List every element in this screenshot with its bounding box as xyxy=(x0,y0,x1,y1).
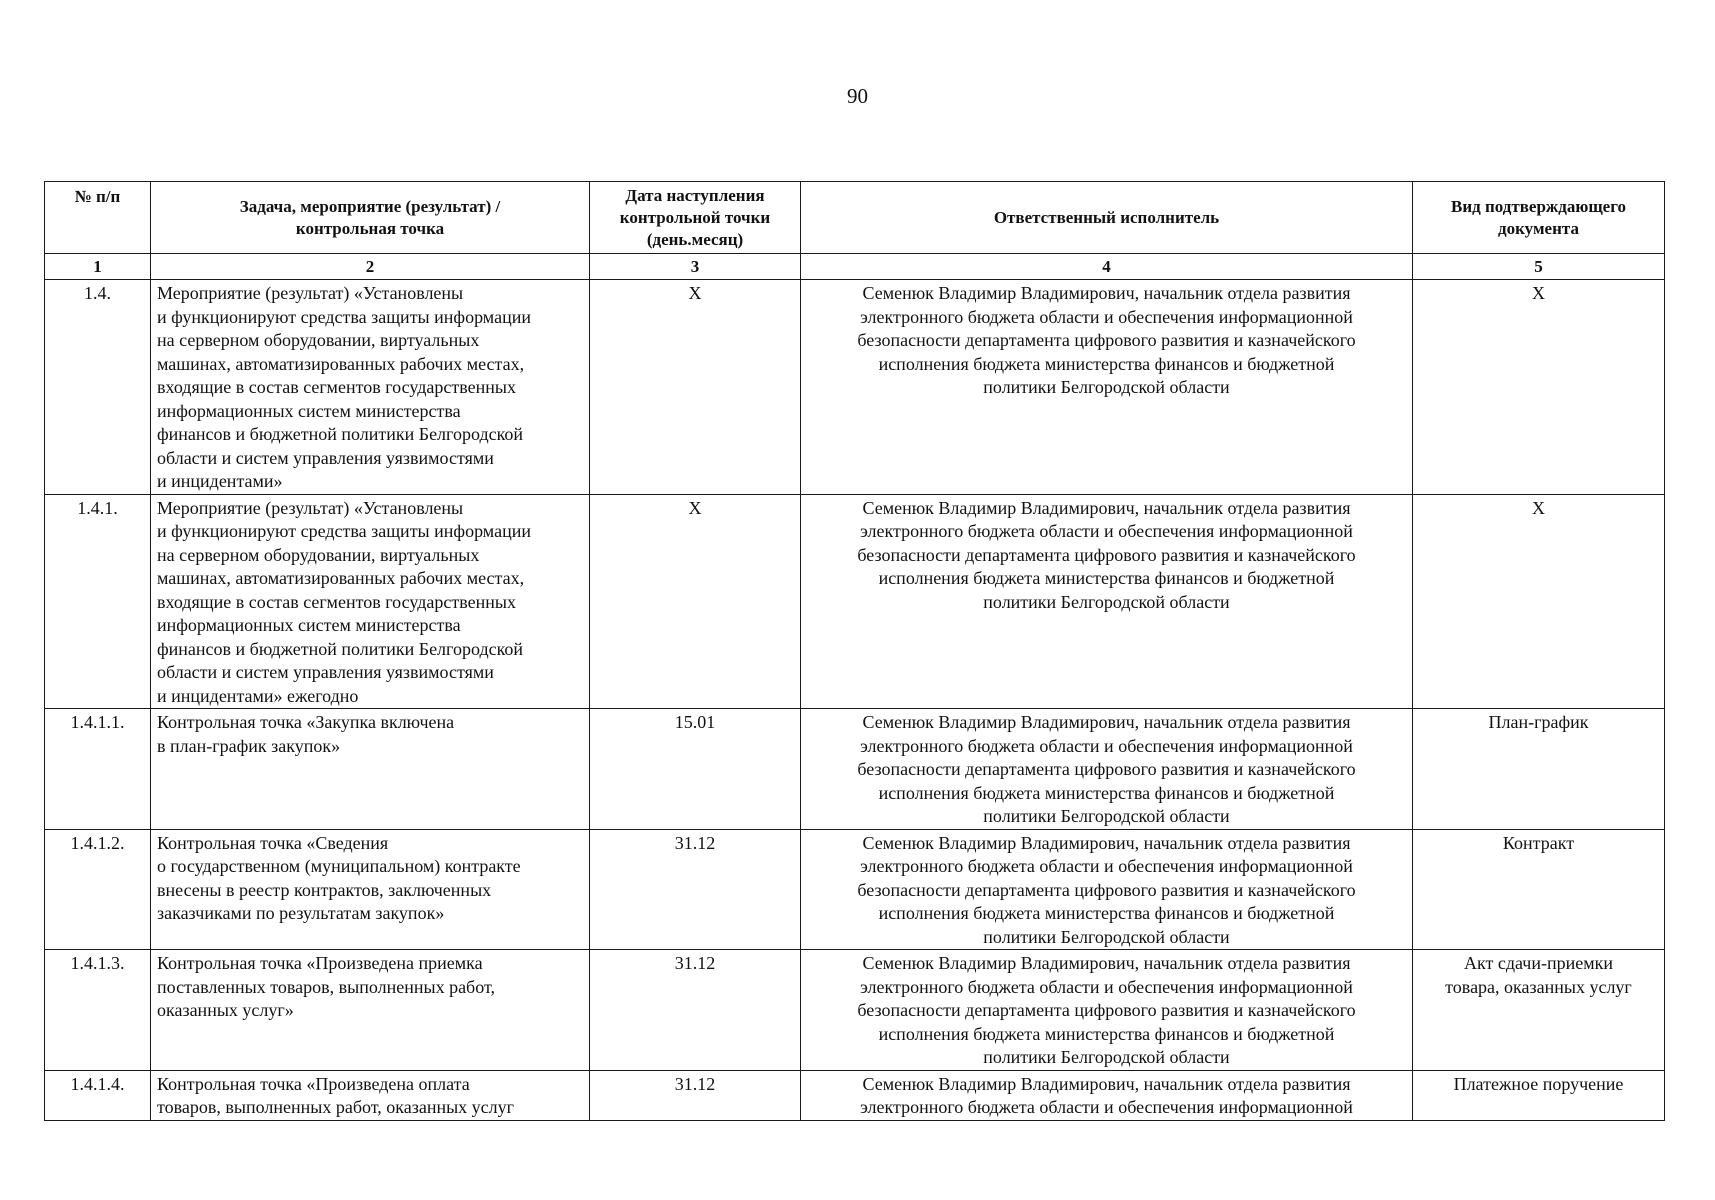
column-number: 1 xyxy=(45,254,151,280)
row-number: 1.4.1.2. xyxy=(45,829,151,950)
header-date: Дата наступления контрольной точки (день.месяц) xyxy=(590,182,801,254)
header-document: Вид подтверждающего документа xyxy=(1413,182,1665,254)
row-date: 31.12 xyxy=(590,829,801,950)
row-number: 1.4. xyxy=(45,280,151,495)
row-date: 15.01 xyxy=(590,709,801,830)
row-task: Контрольная точка «Закупка включена в план-график закупок» xyxy=(151,709,590,830)
table-row xyxy=(45,950,1665,1071)
row-date: X xyxy=(590,494,801,709)
row-number: 1.4.1.1. xyxy=(45,709,151,830)
row-responsible: Семенюк Владимир Владимирович, начальник отдела развития электронного бюджета области и обеспечения информационной безопасности департамента цифрового развития и казначейского исполнения бюджета министерства финансов и бюджетной политики Белгородской области xyxy=(801,280,1413,495)
column-number: 4 xyxy=(801,254,1413,280)
column-number-row xyxy=(45,254,1665,280)
header-num: № п/п xyxy=(45,182,151,254)
row-document: План-график xyxy=(1413,709,1665,830)
table-row xyxy=(45,1070,1665,1120)
header-row xyxy=(45,182,1665,254)
row-number: 1.4.1. xyxy=(45,494,151,709)
row-document: Контракт xyxy=(1413,829,1665,950)
page-number: 90 xyxy=(847,84,868,108)
column-number: 3 xyxy=(590,254,801,280)
table-row xyxy=(45,709,1665,830)
row-number: 1.4.1.3. xyxy=(45,950,151,1071)
row-task: Мероприятие (результат) «Установлены и функционируют средства защиты информации на серверном оборудовании, виртуальных машинах, автоматизированных рабочих местах, входящие в состав сегментов государственных информационных систем министерства финансов и бюджетной политики Белгородской области и систем управления уязвимостями и инцидентами» xyxy=(151,280,590,495)
row-document: Платежное поручение xyxy=(1413,1070,1665,1120)
column-number: 2 xyxy=(151,254,590,280)
control-points-table xyxy=(44,181,1665,1121)
row-task: Контрольная точка «Произведена приемка поставленных товаров, выполненных работ, оказанных услуг» xyxy=(151,950,590,1071)
row-document: X xyxy=(1413,280,1665,495)
row-responsible: Семенюк Владимир Владимирович, начальник отдела развития электронного бюджета области и обеспечения информационной безопасности департамента цифрового развития и казначейского исполнения бюджета министерства финансов и бюджетной политики Белгородской области xyxy=(801,950,1413,1071)
row-document: X xyxy=(1413,494,1665,709)
table-row xyxy=(45,494,1665,709)
header-responsible: Ответственный исполнитель xyxy=(801,182,1413,254)
table-row xyxy=(45,280,1665,495)
row-date: X xyxy=(590,280,801,495)
row-task: Мероприятие (результат) «Установлены и функционируют средства защиты информации на серверном оборудовании, виртуальных машинах, автоматизированных рабочих местах, входящие в состав сегментов государственных информационных систем министерства финансов и бюджетной политики Белгородской области и систем управления уязвимостями и инцидентами» ежегодно xyxy=(151,494,590,709)
row-document: Акт сдачи-приемки товара, оказанных услуг xyxy=(1413,950,1665,1071)
table-row xyxy=(45,829,1665,950)
header-task: Задача, мероприятие (результат) / контрольная точка xyxy=(151,182,590,254)
row-responsible: Семенюк Владимир Владимирович, начальник отдела развития электронного бюджета области и обеспечения информационной безопасности департамента цифрового развития и казначейского исполнения бюджета министерства финансов и бюджетной политики Белгородской области xyxy=(801,494,1413,709)
column-number: 5 xyxy=(1413,254,1665,280)
row-task: Контрольная точка «Сведения о государственном (муниципальном) контракте внесены в реестр контрактов, заключенных заказчиками по результатам закупок» xyxy=(151,829,590,950)
row-date: 31.12 xyxy=(590,950,801,1071)
row-date: 31.12 xyxy=(590,1070,801,1120)
row-responsible: Семенюк Владимир Владимирович, начальник отдела развития электронного бюджета области и обеспечения информационной безопасности департамента цифрового развития и казначейского исполнения бюджета министерства финансов и бюджетной политики Белгородской области xyxy=(801,709,1413,830)
row-task: Контрольная точка «Произведена оплата товаров, выполненных работ, оказанных услуг xyxy=(151,1070,590,1120)
row-number: 1.4.1.4. xyxy=(45,1070,151,1120)
row-responsible: Семенюк Владимир Владимирович, начальник отдела развития электронного бюджета области и обеспечения информационной безопасности департамента цифрового развития и казначейского исполнения бюджета министерства финансов и бюджетной политики Белгородской области xyxy=(801,829,1413,950)
row-responsible: Семенюк Владимир Владимирович, начальник отдела развития электронного бюджета области и обеспечения информационной xyxy=(801,1070,1413,1120)
